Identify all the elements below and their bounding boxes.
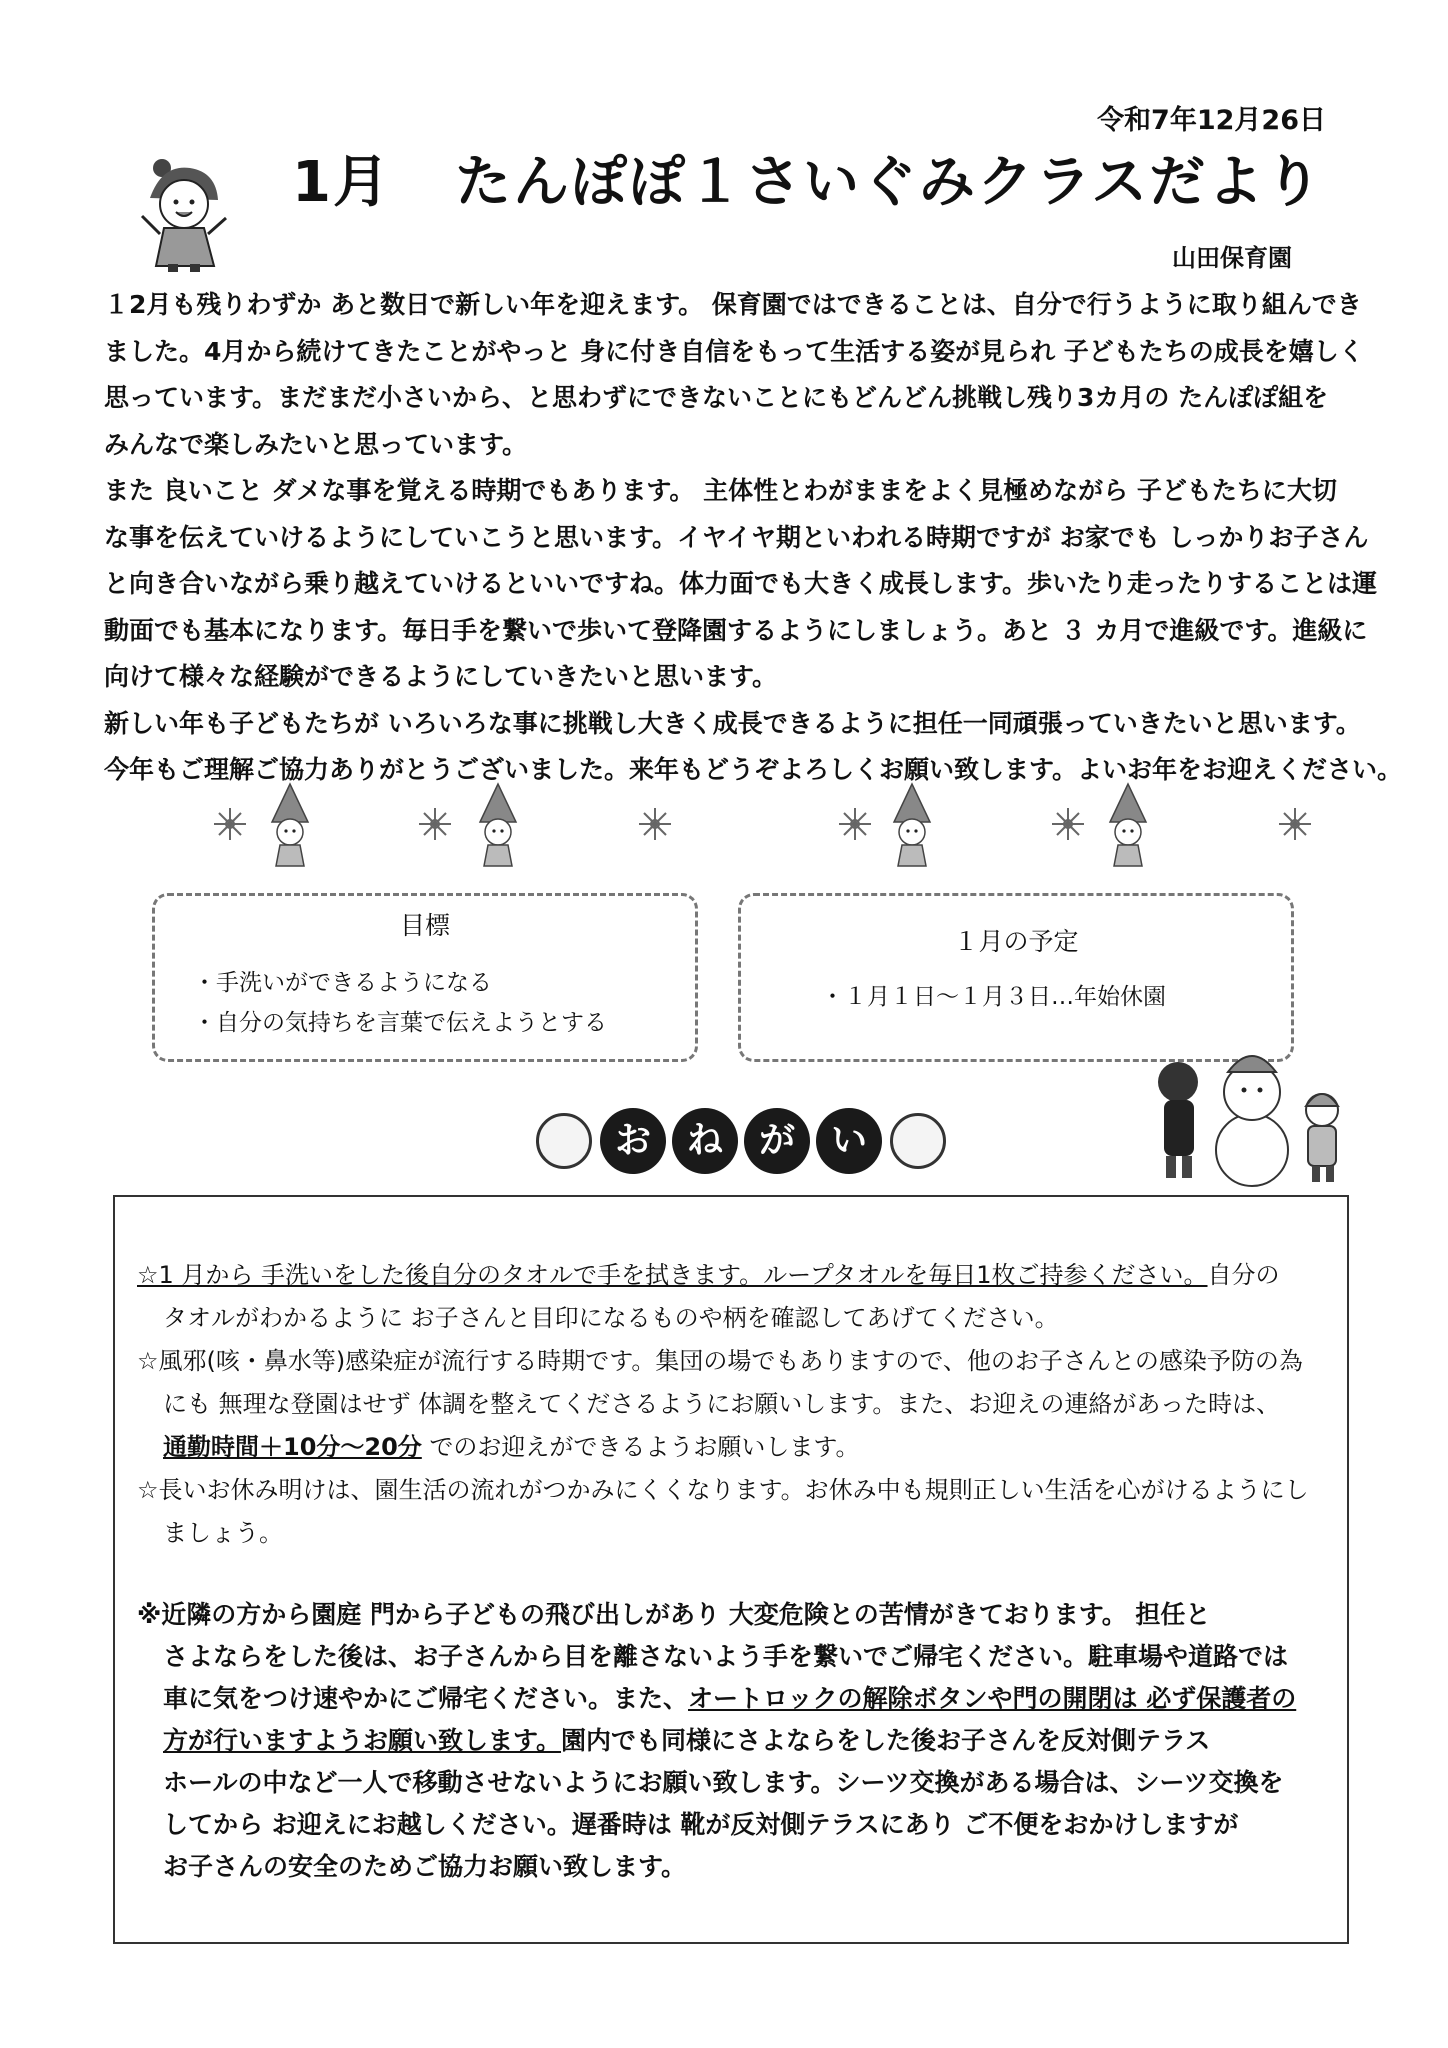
intro-line: 動面でも基本になります。毎日手を繋いで歩いて登降園するようにしましょう。あと ３ カ月で進級です。進級に <box>104 615 1368 645</box>
gnome-icon <box>1110 784 1146 866</box>
request-text-underlined: 方が行いますようお願い致します。 <box>163 1726 562 1755</box>
schedule-title: １月の予定 <box>953 927 1079 956</box>
request-text: してから お迎えにお越しください。遅番時は 靴が反対側テラスにあり ご不便をおかけしますが <box>163 1810 1239 1839</box>
request-text: ホールの中など一人で移動させないようにお願い致します。シーツ交換がある場合は、シーツ交換を <box>163 1768 1284 1797</box>
title-month: 1月 <box>292 150 391 215</box>
intro-line: な事を伝えていけるようにしていこうと思います。イヤイヤ期といわれる時期ですが お家でも しっかりお子さん <box>104 522 1369 552</box>
intro-line: 新しい年も子どもたちが いろいろな事に挑戦し大きく成長できるように担任一同頑張っていきたいと思います。 <box>104 708 1361 738</box>
girl-mascot-illustration <box>128 156 256 274</box>
onegai-char: ね <box>672 1108 738 1174</box>
goal-item: ・手洗いができるようになる <box>193 970 492 996</box>
intro-line: 思っています。まだまだ小さいから、と思わずにできないことにもどんどん挑戦し残り3カ月の たんぽぽ組を <box>104 383 1329 412</box>
request-text: お子さんの安全のためご協力お願い致します。 <box>163 1852 687 1881</box>
goals-box <box>152 893 698 1062</box>
chick-face-icon <box>890 1113 946 1169</box>
intro-text <box>104 282 1403 794</box>
title-class: たんぽぽ１さいぐみクラスだより <box>454 150 1324 215</box>
onegai-char: お <box>600 1108 666 1174</box>
snowman-children-illustration <box>1140 1010 1350 1190</box>
snowflake-icon <box>214 808 246 840</box>
request-text: さよならをした後は、お子さんから目を離さないよう手を繋いでご帰宅ください。駐車場や道路では <box>163 1642 1289 1671</box>
koala-face-icon <box>536 1113 592 1169</box>
schedule-item: ・１月１日～１月３日…年始休園 <box>821 984 1166 1010</box>
snowflake-icon <box>419 808 451 840</box>
request-text: タオルがわかるように お子さんと目印になるものや柄を確認してあげてください。 <box>163 1304 1059 1332</box>
snowflake-icon <box>1052 808 1084 840</box>
request-text: 車に気をつけ速やかにご帰宅ください。また、 <box>163 1684 689 1713</box>
onegai-heading <box>536 1108 946 1174</box>
onegai-char: い <box>816 1108 882 1174</box>
requests-box <box>113 1195 1349 1944</box>
issue-date: 令和7年12月26日 <box>1097 105 1326 136</box>
snowflake-icon <box>839 808 871 840</box>
snowflake-gnome-decoration <box>200 774 1330 870</box>
intro-line: と向き合いながら乗り越えていけるといいですね。体力面でも大きく成長します。歩いたり走ったりすることは運 <box>104 569 1378 598</box>
request-text: にも 無理な登園はせず 体調を整えてくださるようにお願いします。また、お迎えの連絡があった時は、 <box>163 1390 1281 1418</box>
request-text: 園内でも同様にさよならをした後お子さんを反対側テラス <box>561 1726 1211 1755</box>
intro-line: ました。4月から続けてきたことがやっと 身に付き自信をもって生活する姿が見られ 子どもたちの成長を嬉しく <box>104 336 1364 366</box>
organization-name: 山田保育園 <box>1172 244 1292 272</box>
request-text: ましょう。 <box>163 1519 283 1547</box>
request-text: でのお迎えができるようお願いします。 <box>421 1433 860 1461</box>
goal-item: ・自分の気持ちを言葉で伝えようとする <box>193 1010 607 1036</box>
request-text: 自分の <box>1207 1261 1280 1289</box>
gnome-icon <box>272 784 308 866</box>
onegai-char: が <box>744 1108 810 1174</box>
intro-line: また 良いこと ダメな事を覚える時期でもあります。 主体性とわがままをよく見極めながら 子どもたちに大切 <box>104 476 1337 505</box>
request-holiday <box>137 1469 1327 1555</box>
intro-line: 向けて様々な経験ができるようにしていきたいと思います。 <box>104 662 778 691</box>
request-text-underlined: ☆1 月から 手洗いをした後自分のタオルで手を拭きます。ループタオルを毎日1枚ご持参ください。 <box>137 1261 1208 1289</box>
request-illness <box>137 1340 1327 1469</box>
snowflake-icon <box>1279 808 1311 840</box>
snowflake-icon <box>639 808 671 840</box>
request-text: ※近隣の方から園庭 門から子どもの飛び出しがあり 大変危険との苦情がきております。 担任と <box>137 1600 1211 1629</box>
gnome-icon <box>894 784 930 866</box>
goals-title: 目標 <box>399 911 450 940</box>
request-text-underlined: 通勤時間＋10分～20分 <box>163 1433 422 1461</box>
intro-line: 今年もご理解ご協力ありがとうございました。来年もどうぞよろしくお願い致します。よいお年をお迎えください。 <box>104 755 1403 784</box>
intro-line: みんなで楽しみたいと思っています。 <box>104 429 528 459</box>
gnome-icon <box>480 784 516 866</box>
intro-line: １2月も残りわずか あと数日で新しい年を迎えます。 保育園ではできることは、自分で行うように取り組んでき <box>104 290 1362 319</box>
newsletter-title <box>292 138 1323 218</box>
request-text: ☆風邪(咳・鼻水等)感染症が流行する時期です。集団の場でもありますので、他のお子さんとの感染予防の為 <box>137 1347 1303 1375</box>
request-text-underlined: オートロックの解除ボタンや門の開閉は 必ず保護者の <box>688 1684 1297 1713</box>
request-safety <box>137 1594 1327 1888</box>
request-towel <box>137 1254 1327 1340</box>
request-text: ☆長いお休み明けは、園生活の流れがつかみにくくなります。お休み中も規則正しい生活を心がけるようにし <box>137 1476 1309 1504</box>
